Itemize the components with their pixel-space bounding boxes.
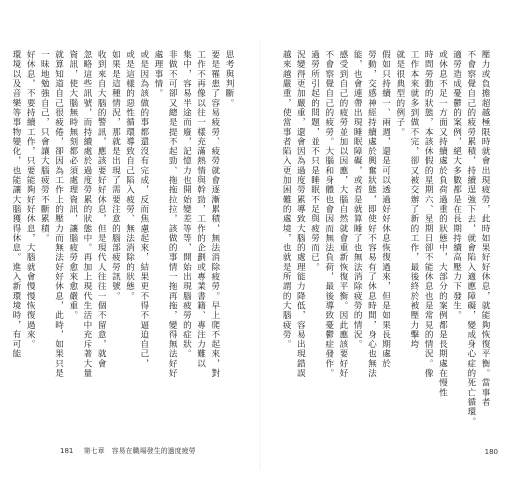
text-column: 勞動，交感神經持續處於興奮狀態，即使好不容易有了休息時間，身心也無法 — [366, 50, 377, 379]
text-column: 工作本來就多到做不完，卻又被交辦了新的工作，最後終於被壓力擊垮 — [408, 50, 419, 350]
left-page-footer — [60, 446, 196, 456]
text-column: 集中，容易半途而廢，記憶力也開始變差等等，開始出現腦疲勞的症狀。 — [181, 50, 192, 359]
text-column: 或休息不足一方面又持續處於負荷過重的狀態中，大部分的案例都是長期處在慢性 — [437, 50, 448, 398]
text-column: 感受到自己的疲勞並加以因應，大腦自然就會重新恢復平衡。因此應該要好好 — [337, 50, 348, 379]
text-column: 或是這樣的惡性循環導致自己陷入疲勞、無法消除的狀態。 — [124, 50, 135, 301]
chapter-title: 第七章 容易在職場發生的過度疲勞 — [83, 447, 196, 455]
text-column: 處理事情。 — [152, 50, 163, 99]
text-column: 一昧地勉強自己，只會讓大腦疲勞不斷累積。 — [39, 50, 50, 243]
right-page-footer — [485, 448, 498, 456]
text-column: 就算知道自己很疲倦，卻因為工作上的壓力而無法好好休息，此時，如果只是 — [53, 50, 64, 379]
text-column: 忽略這些訊號，而持續處於過度勞累的狀態中。再加上現代生活中充斥著大量 — [81, 50, 92, 379]
text-column: 工作不再像以往一樣充滿熱情與幹勁，工作的企劃或專業書籍、專注力難以 — [195, 50, 206, 369]
text-column: 思考與判斷。 — [224, 50, 234, 108]
text-column: 越來越嚴重，使當事者陷入更加困難的處境，也就是所謂的大腦疲勞。 — [281, 50, 292, 350]
text-column: 過勞所引起的問題，並不只是睡眠不足與疲勞而已。 — [309, 50, 320, 272]
text-column: 就是很典型的例子。 — [394, 50, 405, 137]
left-page-text — [10, 50, 236, 406]
text-column: 資訊，使大腦無時無刻都必須處理資訊，讓腦疲勞愈來愈嚴重。 — [67, 50, 78, 321]
text-column: 不會察覺自己的疲勞。大腦和身體也會因而無法負荷，最後導致憂鬱症發作。 — [323, 50, 334, 379]
page-number: 180 — [484, 448, 498, 456]
text-column: 時間勞動的狀態，本該休假的星期六、星期日卻不能休息也是常見的情況。像 — [423, 50, 434, 379]
text-column: 能，也會連帶出現睡眠障礙，或者是就算睡了也無法消除疲勞的情況。 — [352, 50, 363, 350]
text-column: 非做不可卻又總是提不起勁、拖拖拉拉，該做的事情一拖再拖，變得無法好好 — [167, 50, 178, 379]
text-column: 壓力或負擔超越極限時就會出現疲勞，此時如果好好休息，就能夠恢復平衡。當事者 — [480, 50, 490, 408]
text-column: 環境以及音樂等事物變化，也能讓大腦獲得休息。進入新環境時，有可能 — [10, 50, 21, 359]
text-column: 不會察覺自己的疲勞累積，持續逞強下去，就會陷入適應障礙，變成身心症的死亡循環。 — [465, 50, 476, 427]
text-column: 假如只持續一、兩週，還是可以透過好好休息恢復過來，但是如果長期處於 — [380, 50, 391, 369]
text-column: 或是因為該做的事都還沒有完成，反而焦慮起來，結果更不得不逼迫自己， — [138, 50, 149, 369]
text-column: 況變得更加嚴重，還會因為過度勞累導致大腦的處理能力降低，容易出現錯誤 — [295, 50, 306, 379]
right-page-text — [281, 50, 492, 427]
page-number: 181 — [60, 447, 74, 455]
text-column: 收到來自大腦的警訊，應該要好好休息，但是現代人往往一個不留意，就會 — [96, 50, 107, 369]
right-page — [260, 0, 520, 500]
text-column: 適勞造成憂鬱的案例，絕大多數都是在長期持續高壓力下發生。 — [451, 50, 462, 321]
text-column: 好休息，不要持續工作，只要能夠好好休息，大腦就會慢慢恢復過來。 — [25, 50, 36, 350]
text-column: 如果是這種情況，那就是出現了需要注意的腦部疲勞訊號。 — [110, 50, 121, 301]
text-column: 要是罹患了容易疲勞、疲勞就會逐漸累積，無法消除疲勞。早上爬不起來，對 — [209, 50, 220, 379]
